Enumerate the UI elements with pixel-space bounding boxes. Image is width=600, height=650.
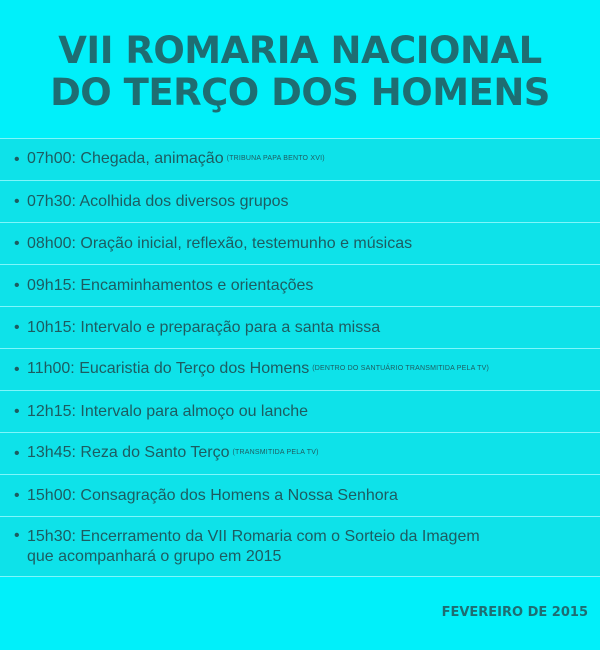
bullet-icon: • <box>14 360 20 378</box>
bullet-icon: • <box>14 527 20 544</box>
bullet-icon: • <box>14 444 20 462</box>
schedule-item-text-continued: que acompanhará o grupo em 2015 <box>27 548 282 565</box>
bullet-icon: • <box>14 150 20 168</box>
schedule-item-text: 07h30: Acolhida dos diversos grupos <box>27 192 289 210</box>
schedule-item-text: 15h30: Encerramento da VII Romaria com o Sorteio da Imagem <box>27 528 480 545</box>
title-line-1: VII ROMARIA NACIONAL <box>58 29 542 72</box>
bullet-icon: • <box>14 402 20 420</box>
schedule-item-note: (DENTRO DO SANTUÁRIO TRANSMITIDA PELA TV) <box>312 365 489 373</box>
schedule-item-text: 15h00: Consagração dos Homens a Nossa Senhora <box>27 486 398 504</box>
schedule-item-text: 12h15: Intervalo para almoço ou lanche <box>27 402 309 420</box>
page-title <box>0 30 600 114</box>
schedule-item-text: 13h45: Reza do Santo Terço <box>27 444 230 462</box>
bullet-icon: • <box>14 234 20 252</box>
bullet-icon: • <box>14 192 20 210</box>
title-line-2: DO TERÇO DOS HOMENS <box>50 71 550 114</box>
bullet-icon: • <box>14 276 20 294</box>
bullet-icon: • <box>14 318 20 336</box>
schedule-item <box>0 265 600 307</box>
schedule-item <box>0 139 600 181</box>
schedule-item-note: (TRIBUNA PAPA BENTO XVI) <box>226 155 325 163</box>
schedule-item-text: 08h00: Oração inicial, reflexão, testemunho e músicas <box>27 234 413 252</box>
schedule-item <box>0 223 600 265</box>
schedule-item <box>0 433 600 475</box>
schedule-item-note: (TRANSMITIDA PELA TV) <box>232 449 319 457</box>
schedule-item-text: 07h00: Chegada, animação <box>27 150 224 168</box>
schedule-item <box>0 475 600 517</box>
schedule-item <box>0 517 600 577</box>
schedule-item <box>0 349 600 391</box>
schedule-item <box>0 181 600 223</box>
schedule-item-text: 09h15: Encaminhamentos e orientações <box>27 276 314 294</box>
bullet-icon: • <box>14 486 20 504</box>
schedule-list <box>0 138 600 577</box>
schedule-item <box>0 307 600 349</box>
schedule-item-text: 10h15: Intervalo e preparação para a santa missa <box>27 318 381 336</box>
schedule-item <box>0 391 600 433</box>
schedule-item-text: 11h00: Eucaristia do Terço dos Homens <box>27 360 310 378</box>
date-footer: FEVEREIRO DE 2015 <box>441 605 588 620</box>
